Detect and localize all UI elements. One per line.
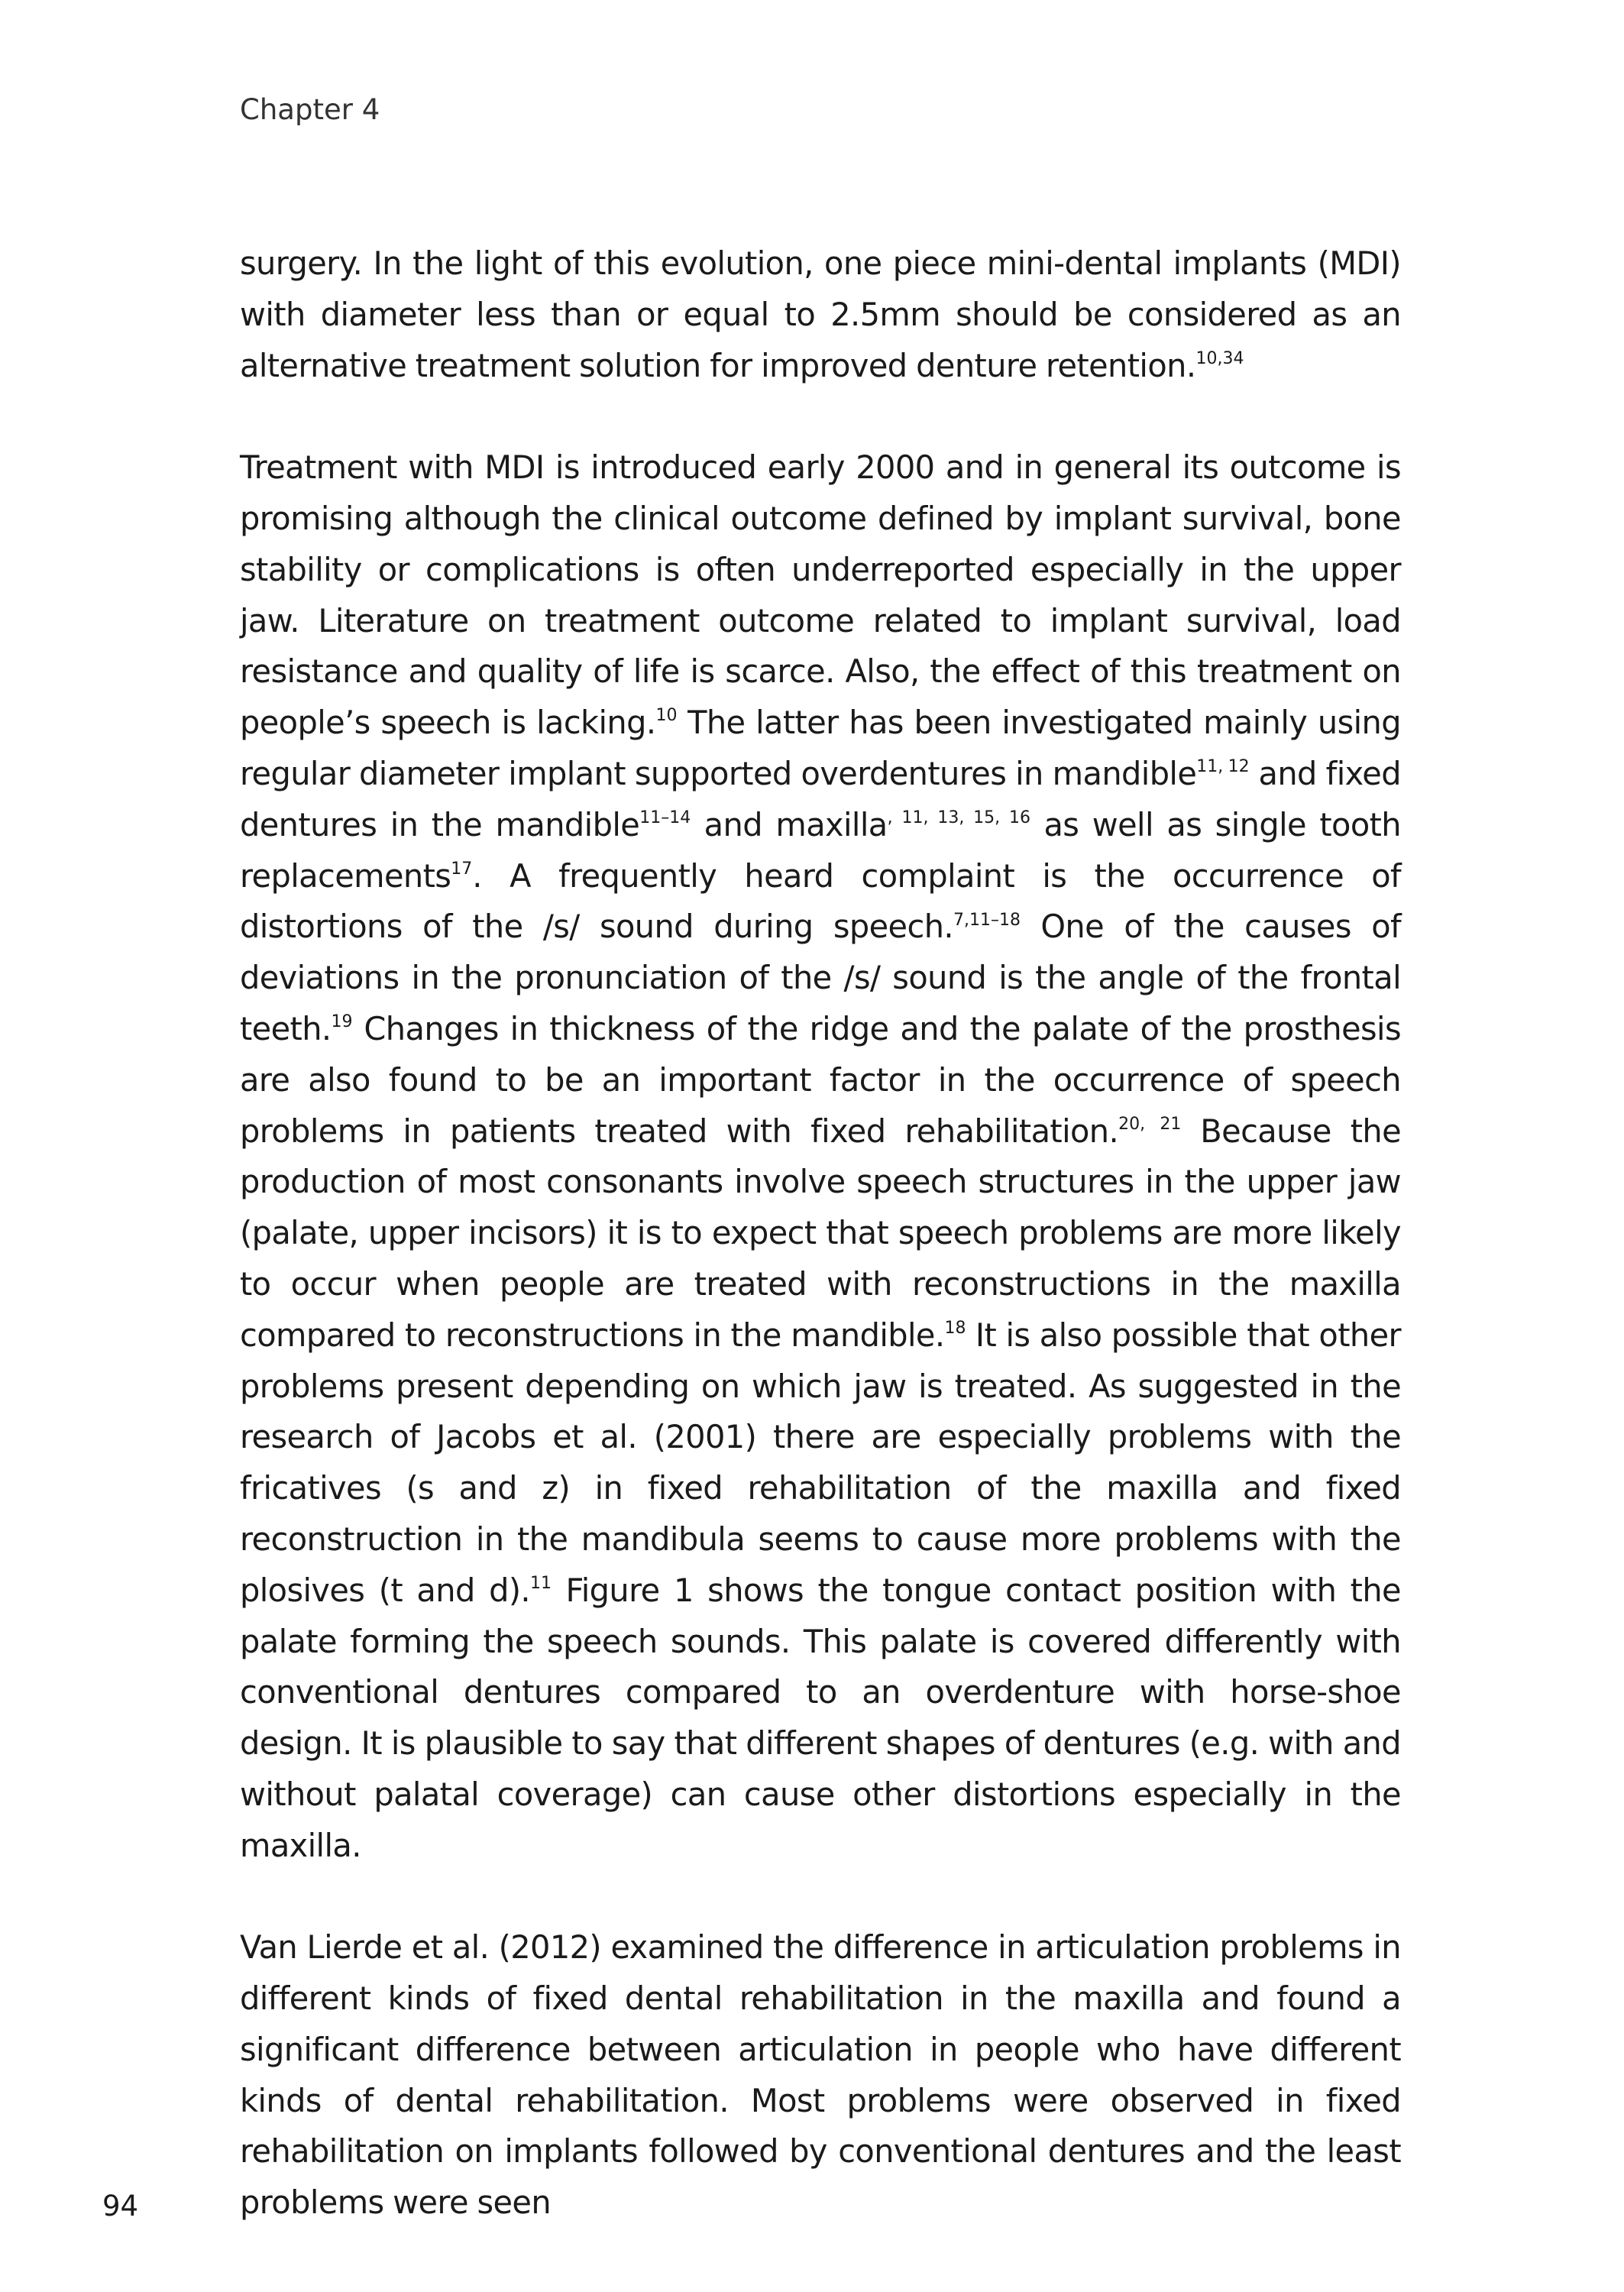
text-run: Figure 1 shows the tongue contact position with the palate forming the speech sounds. This palate is covered differently with conventional dentures compared to an overdenture with horse-shoe design. It is plausible to say that different shapes of dentures (e.g. with and without palatal coverage) can cause other distortions especially in the maxilla. xyxy=(240,1571,1401,1864)
citation: , 11, 13, 15, 16 xyxy=(887,808,1031,827)
text-run: Van Lierde et al. (2012) examined the difference in articulation problems in different kinds of fixed dental rehabilitation in the maxilla and found a significant difference between articulation in people who have different kinds of dental rehabilitation. Most problems were observed in fixed rehabilitation on implants followed by conventional dentures and the least problems were seen xyxy=(240,1928,1401,2222)
citation: 17 xyxy=(451,859,473,879)
citation: 11 xyxy=(530,1573,552,1593)
text-run: surgery. In the light of this evolution, one piece mini-dental implants (MDI) with diameter less than or equal to 2.5mm should be considered as an alternative treatment solution for improved denture retention. xyxy=(240,244,1401,384)
citation: 11–14 xyxy=(639,808,691,827)
body-text xyxy=(240,238,1401,2280)
citation: 20, 21 xyxy=(1118,1114,1182,1134)
text-run: Treatment with MDI is introduced early 2000 and in general its outcome is promising although the clinical outcome defined by implant survival, bone stability or complications is often underreported especially in the upper jaw. Literature on treatment outcome related to implant survival, load resistance and quality of life is scarce. Also, the effect of this treatment on people’s speech is lacking. xyxy=(240,448,1401,742)
text-run: Changes in thickness of the ridge and the palate of the prosthesis are also found to be an important factor in the occurrence of speech problems in patients treated with fixed rehabilitation. xyxy=(240,1009,1401,1150)
citation: 18 xyxy=(944,1318,966,1338)
text-run: One of the causes of deviations in the pronunciation of the /s/ sound is the angle of the frontal teeth. xyxy=(240,908,1401,1047)
text-run: as well as single tooth replacements xyxy=(240,805,1402,895)
text-run: and fixed dentures in the mandible xyxy=(240,754,1401,843)
paragraph-1 xyxy=(240,238,1401,391)
text-run: The latter has been investigated mainly using regular diameter implant supported overdentures in mandible xyxy=(240,704,1401,792)
citation: 10,34 xyxy=(1195,348,1244,368)
citation: 11, 12 xyxy=(1196,757,1250,777)
running-head: Chapter 4 xyxy=(240,93,380,126)
text-run: . A frequently heard complaint is the occurrence of distortions of the /s/ sound during speech. xyxy=(240,856,1401,946)
text-run: It is also possible that other problems present depending on which jaw is treated. As suggested in the research of Jacobs et al. (2001) there are especially problems with the fricatives (s and z) in fixed rehabilitation of the maxilla and fixed reconstruction in the mandibula seems to cause more problems with the plosives (t and d). xyxy=(240,1316,1401,1609)
paragraph-2 xyxy=(240,442,1401,1871)
citation: 10 xyxy=(655,706,678,726)
citation: 7,11–18 xyxy=(953,910,1021,930)
text-run: Because the production of most consonants involve speech structures in the upper jaw (palate, upper incisors) it is to expect that speech problems are more likely to occur when people are treated with reconstructions in the maxilla compared to reconstructions in the mandible. xyxy=(240,1112,1402,1354)
text-run: and maxilla xyxy=(691,805,888,843)
paragraph-3 xyxy=(240,1922,1401,2229)
citation: 19 xyxy=(331,1012,353,1032)
page-number: 94 xyxy=(102,2190,139,2222)
